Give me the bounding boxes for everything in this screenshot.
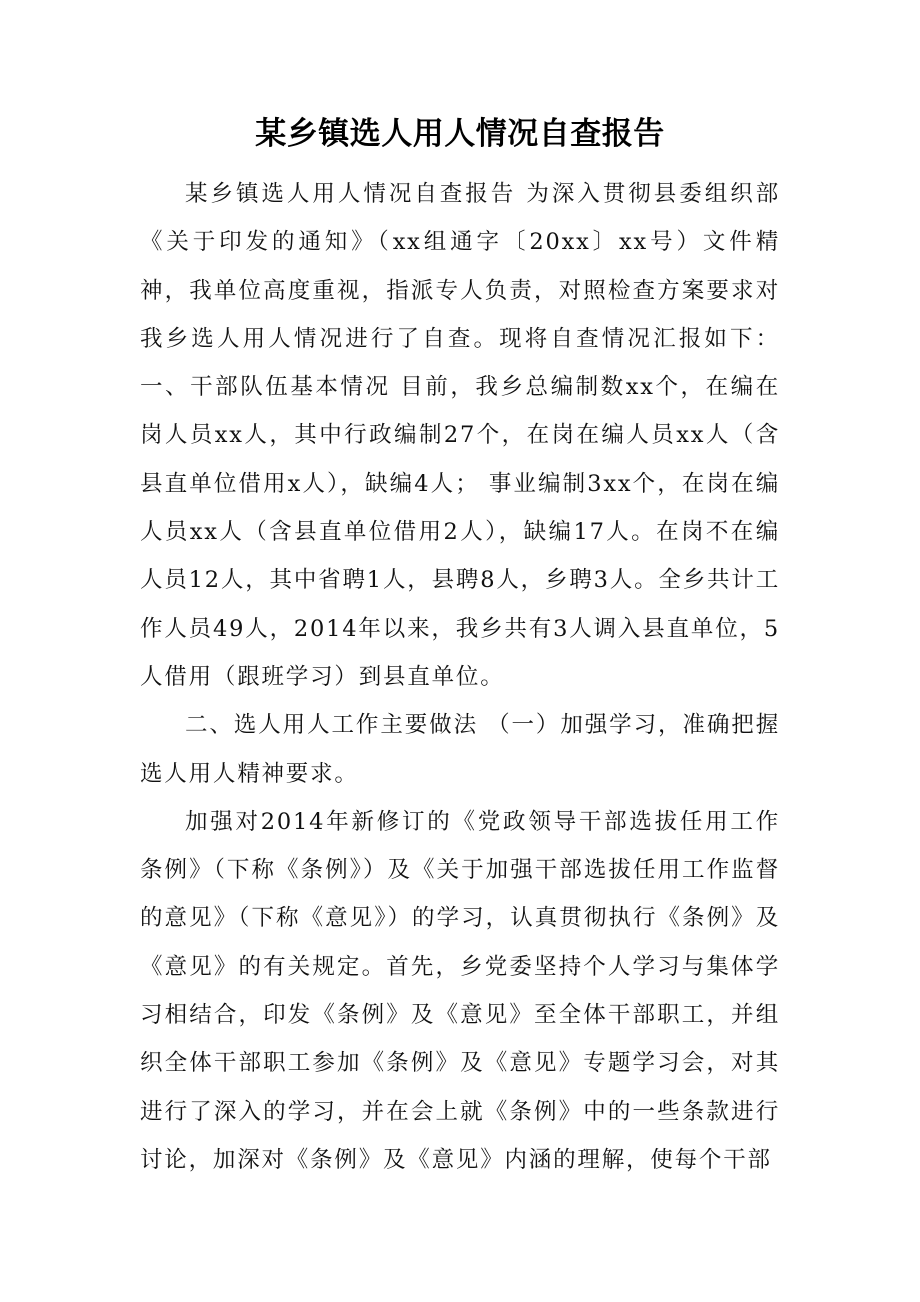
paragraph-study-regulations: 加强对2014年新修订的《党政领导干部选拔任用工作条例》（下称《条例》）及《关于加强干部选拔任用工作监督的意见》（下称《意见》）的学习，认真贯彻执行《条例》及《意见》的有关规定。首先，乡党委坚持个人学习与集体学习相结合，印发《条例》及《意见》至全体干部职工，并组织全体干部职工参加《条例》及《意见》专题学习会，对其进行了深入的学习，并在会上就《条例》中的一些条款进行讨论，加深对《条例》及《意见》内涵的理解，使每个干部: [140, 808, 780, 1173]
paragraph-intro-and-staffing: 某乡镇选人用人情况自查报告 为深入贯彻县委组织部《关于印发的通知》（xx组通字〔20xx〕xx号）文件精神，我单位高度重视，指派专人负责，对照检查方案要求对我乡选人用人情况进行了自查。现将自查情况汇报如下： 一、干部队伍基本情况 目前，我乡总编制数xx个，在编在岗人员xx人，其中行政编制27个，在岗在编人员xx人（含县直单位借用x人），缺编4人； 事业编制3xx个，在岗在编人员xx人（含县直单位借用2人），缺编17人。在岗不在编人员12人，其中省聘1人，县聘8人，乡聘3人。全乡共计工作人员49人，2014年以来，我乡共有3人调入县直单位，5人借用（跟班学习）到县直单位。: [140, 181, 780, 690]
paragraph-section-two-heading: 二、选人用人工作主要做法 （一）加强学习，准确把握选人用人精神要求。: [140, 712, 780, 787]
document-title: 某乡镇选人用人情况自查报告: [255, 116, 665, 152]
document-body: [140, 170, 780, 1184]
